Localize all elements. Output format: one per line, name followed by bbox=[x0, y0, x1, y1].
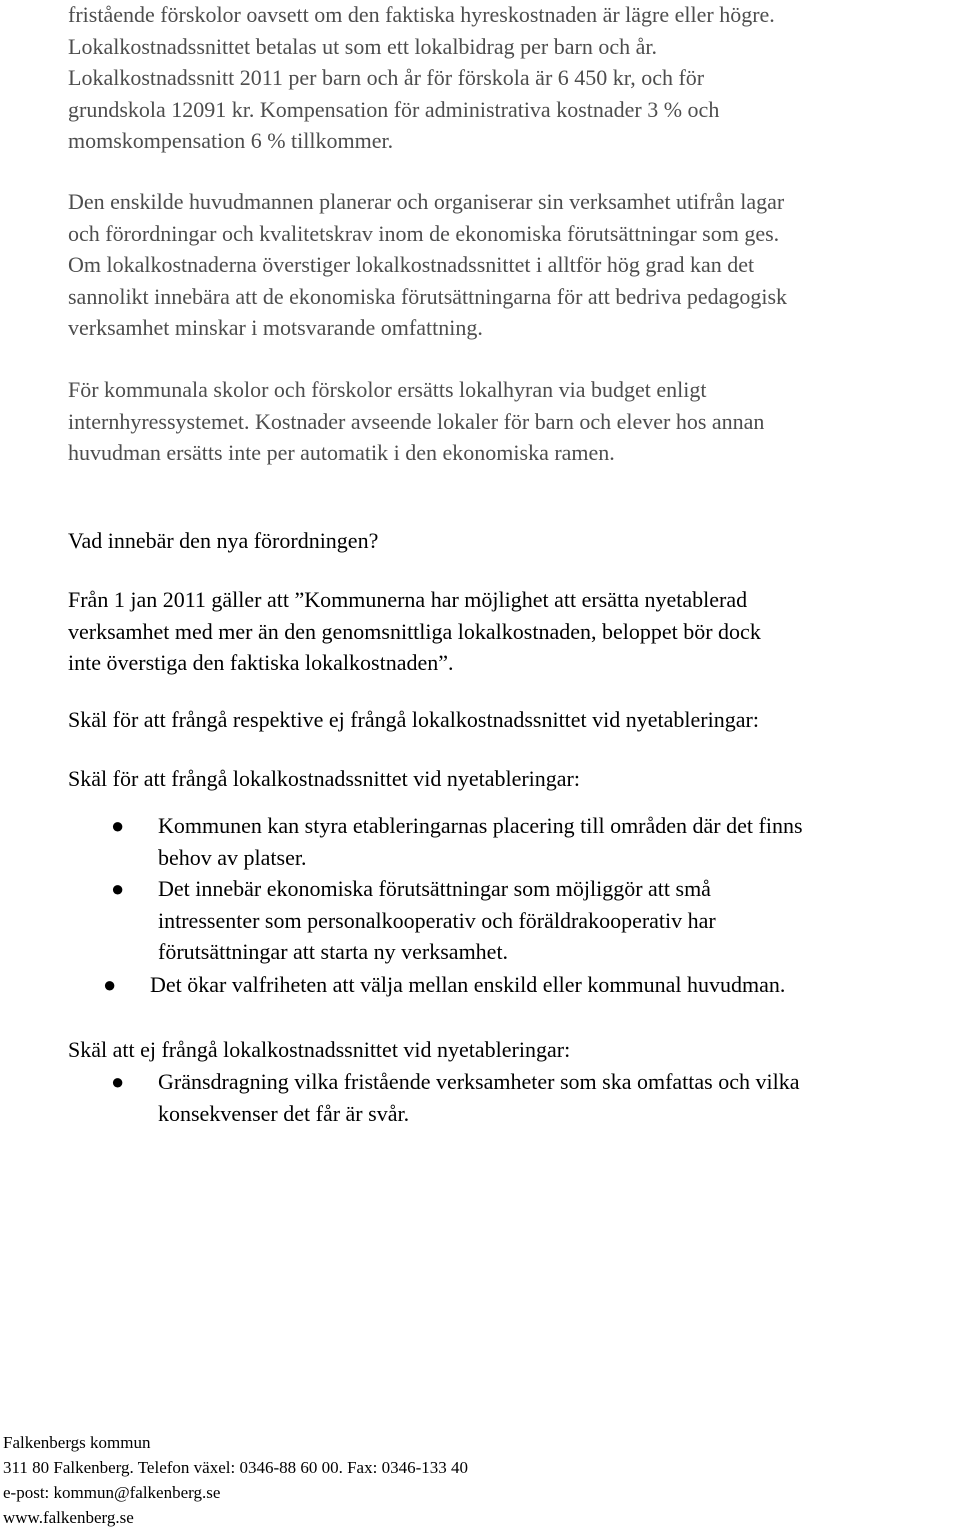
bullet-text: Det ökar valfriheten att välja mellan enskild eller kommunal huvudman. bbox=[150, 972, 786, 997]
question-heading: Vad innebär den nya förordningen? bbox=[68, 528, 379, 553]
paragraph-internal-rent: För kommunala skolor och förskolor ersätts lokalhyran via budget enligt internhyressystemet. Kostnader avseende lokaler för barn och elever hos annan huvudman ersätts inte per automatik i den ekonomiska ramen. bbox=[68, 377, 765, 465]
footer-org: Falkenbergs kommun bbox=[3, 1433, 151, 1452]
bullet-icon: ● bbox=[111, 813, 125, 838]
paragraph-funding: fristående förskolor oavsett om den faktiska hyreskostnaden är lägre eller högre. Lokalkostnadssnittet betalas ut som ett lokalbidrag per barn och år. Lokalkostnadssnitt 2011 per barn och år för förskola är 6 450 kr, och för grundskola 12091 kr. Kompensation för administrativa kostnader 3 % och momskompensation 6 % tillkommer. bbox=[68, 2, 775, 153]
paragraph-organisation: Den enskilde huvudmannen planerar och organiserar sin verksamhet utifrån lagar och förordningar och kvalitetskrav inom de ekonomiska förutsättningar som ges. Om lokalkostnaderna överstiger lokalkostnadssnittet i alltför hög grad kan det sannolikt innebära att de ekonomiska förutsättningarna för att bedriva pedagogisk verksamhet minskar i motsvarande omfattning. bbox=[68, 189, 788, 340]
bullet-icon: ● bbox=[103, 972, 117, 997]
bullet-icon: ● bbox=[111, 1069, 125, 1094]
footer-web: www.falkenberg.se bbox=[3, 1508, 134, 1527]
bullet-text: Gränsdragning vilka fristående verksamheter som ska omfattas och vilka konsekvenser det får är svår. bbox=[158, 1069, 800, 1126]
bullet-icon: ● bbox=[111, 876, 125, 901]
bullet-text: Kommunen kan styra etableringarnas placering till områden där det finns behov av platser. bbox=[158, 813, 803, 870]
reasons-heading: Skäl för att frångå respektive ej frångå lokalkostnadssnittet vid nyetableringar: bbox=[68, 707, 759, 732]
against-heading: Skäl att ej frångå lokalkostnadssnittet vid nyetableringar: bbox=[68, 1037, 571, 1062]
footer-address: 311 80 Falkenberg. Telefon växel: 0346-88 60 00. Fax: 0346-133 40 bbox=[3, 1458, 468, 1477]
bullet-text: Det innebär ekonomiska förutsättningar som möjliggör att små intressenter som personalkooperativ och föräldrakooperativ har förutsättningar att starta ny verksamhet. bbox=[158, 876, 716, 964]
for-heading: Skäl för att frångå lokalkostnadssnittet vid nyetableringar: bbox=[68, 766, 580, 791]
paragraph-regulation: Från 1 jan 2011 gäller att ”Kommunerna har möjlighet att ersätta nyetablerad verksamhet med mer än den genomsnittliga lokalkostnaden, beloppet bör dock inte överstiga den faktiska lokalkostnaden”. bbox=[68, 587, 761, 675]
footer-email: e-post: kommun@falkenberg.se bbox=[3, 1483, 221, 1502]
